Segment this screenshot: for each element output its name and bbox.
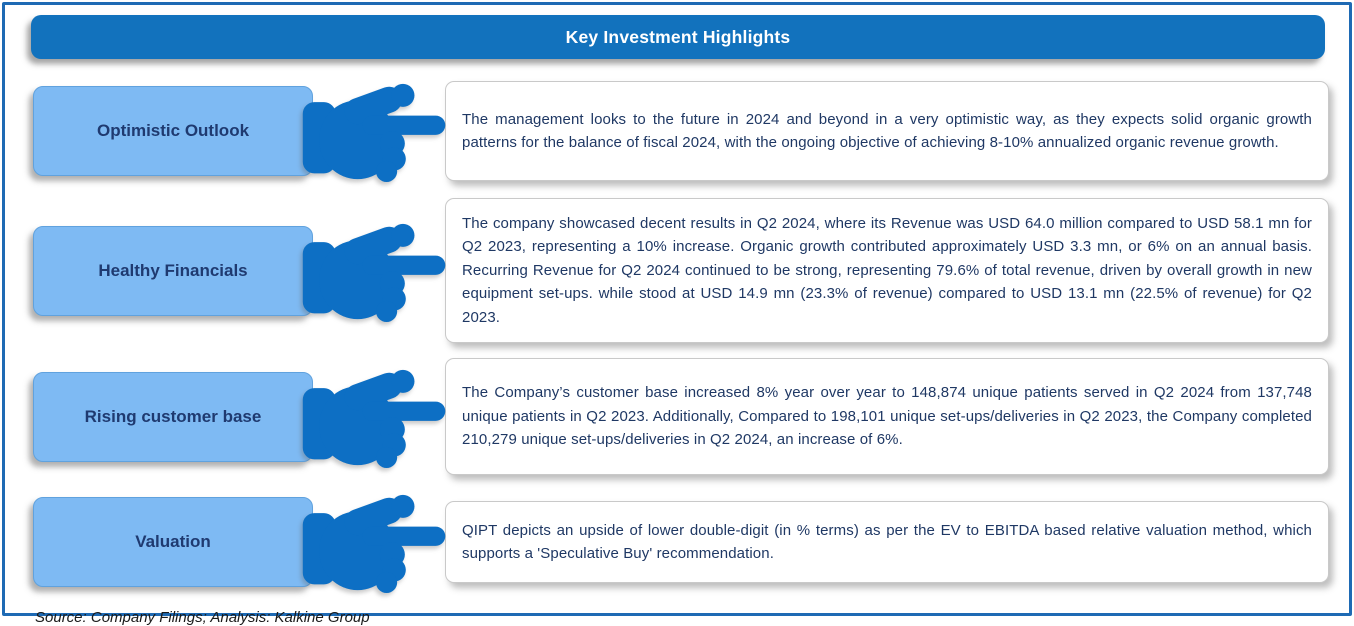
source-note: Source: Company Filings; Analysis: Kalkine Group [35,609,370,626]
highlight-label: Optimistic Outlook [96,121,250,140]
highlight-text: The Company’s customer base increased 8% year over year to 148,874 unique patients served in Q2 2024 from 137,748 unique patients in Q2 2023. Additionally, Compared to 198,101 unique set-ups/deliveries in Q2 2023, the Company completed 210,279 unique set-ups/deliveries in Q2 2024, an increase of 6%. [462,384,1312,449]
highlight-text-box [445,358,1329,475]
highlight-text-box [445,198,1329,343]
highlight-label-box [33,86,313,176]
highlights-list [33,79,1329,594]
highlight-row-healthy-financials [33,198,1329,343]
highlight-row-optimistic-outlook [33,79,1329,183]
highlight-text-box [445,81,1329,181]
pointing-hand-icon [301,490,449,594]
highlight-label: Healthy Financials [98,260,248,280]
pointing-hand-icon [301,219,449,323]
highlight-text: The management looks to the future in 2024 and beyond in a very optimistic way, as they expects solid organic growth patterns for the balance of fiscal 2024, with the ongoing objective of achieving 8-10% annualized organic revenue growth. [462,110,1312,151]
highlight-label-box [33,226,313,316]
highlight-text-box [445,501,1329,583]
highlight-label: Valuation [135,532,211,551]
pointing-hand-icon [301,79,449,183]
highlight-text: The company showcased decent results in Q2 2024, where its Revenue was USD 64.0 million compared to USD 58.1 mn for Q2 2023, representing a 10% increase. Organic growth contributed approximately USD 3.3 mn, or 6% on an annual basis. Recurring Revenue for Q2 2024 continued to be strong, representing 79.6% of total revenue, driven by overall growth in new equipment set-ups. while stood at USD 14.9 mn (23.3% of revenue) compared to USD 13.1 mn (22.5% of revenue) for Q2 2023. [462,215,1312,326]
highlight-row-valuation [33,490,1329,594]
page-title-bar [31,15,1325,59]
highlight-label: Rising customer base [84,406,262,426]
highlight-label-box [33,497,313,587]
slide-frame [2,2,1352,626]
pointing-hand-icon [301,365,449,469]
highlight-text: QIPT depicts an upside of lower double-digit (in % terms) as per the EV to EBITDA based relative valuation method, which supports a 'Speculative Buy' recommendation. [462,521,1312,562]
highlight-row-rising-customer-base [33,358,1329,475]
highlight-label-box [33,372,313,462]
page-title: Key Investment Highlights [565,26,791,47]
